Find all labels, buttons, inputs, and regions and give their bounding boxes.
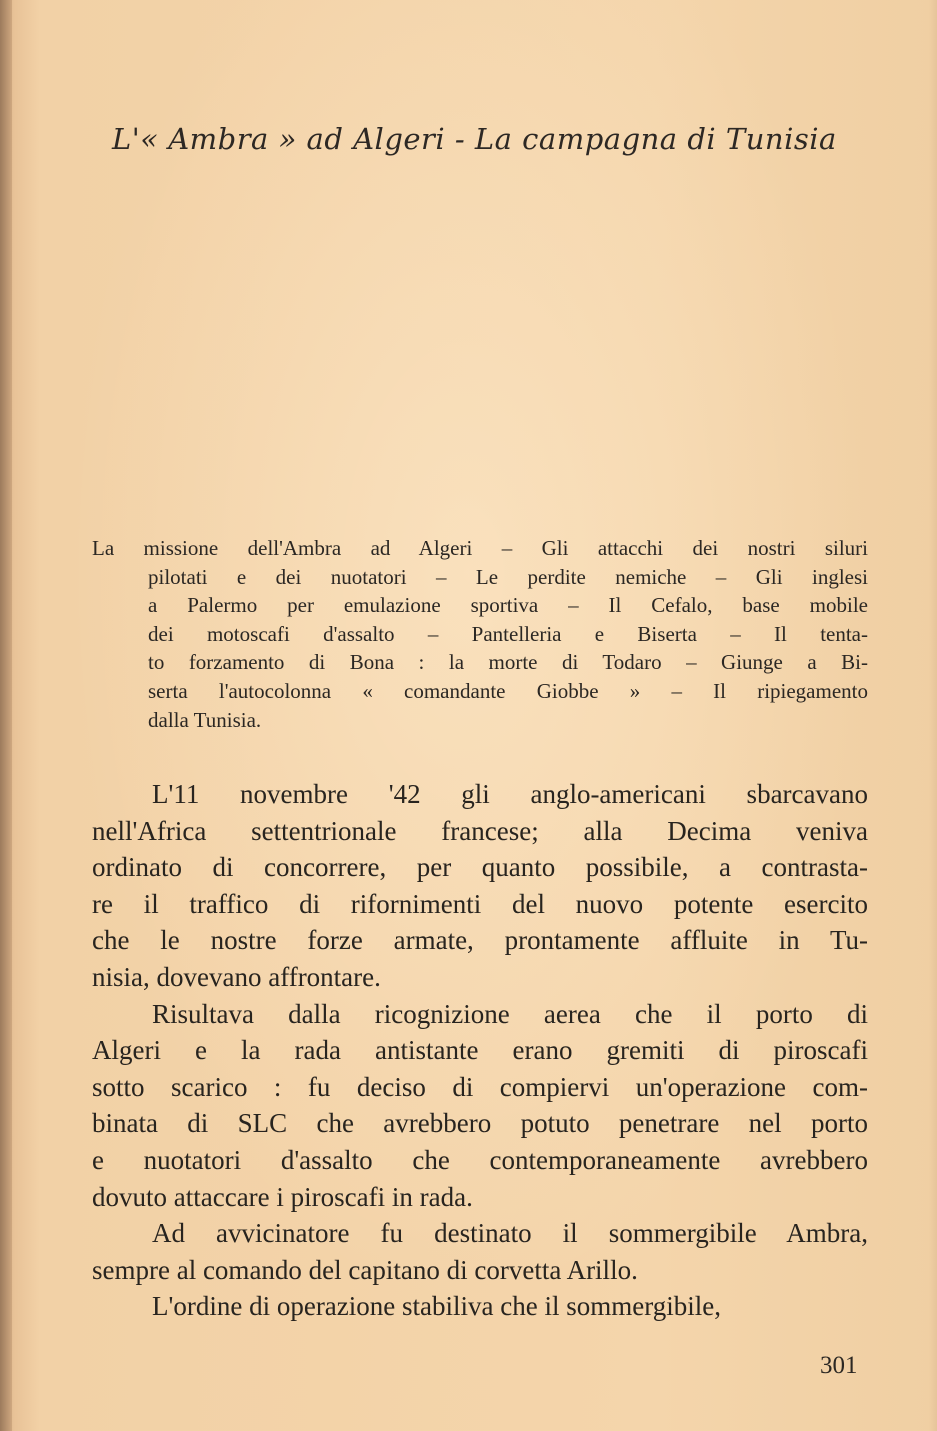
summary-line: serta l'autocolonna « comandante Giobbe » – Il ripiegamento xyxy=(148,678,868,703)
body-line: L'ordine di operazione stabiliva che il sommergibile, xyxy=(152,1291,721,1322)
body-line: binata di SLC che avrebbero potuto penetrare nel porto xyxy=(92,1108,868,1139)
body-line: Algeri e la rada antistante erano gremiti di piroscafi xyxy=(92,1035,868,1066)
body-line: re il traffico di rifornimenti del nuovo potente esercito xyxy=(92,888,868,919)
summary-line: a Palermo per emulazione sportiva – Il Cefalo, base mobile xyxy=(148,593,868,618)
body-line: che le nostre forze armate, prontamente affluite in Tu- xyxy=(92,925,868,956)
body-line: Risultava dalla ricognizione aerea che il porto di xyxy=(152,998,868,1029)
summary-line: La missione dell'Ambra ad Algeri – Gli attacchi dei nostri siluri xyxy=(92,536,868,560)
body-line: sotto scarico : fu deciso di compiervi un'operazione com- xyxy=(92,1071,868,1102)
body-line: ordinato di concorrere, per quanto possibile, a contrasta- xyxy=(92,852,868,883)
body-text xyxy=(92,776,868,1325)
body-line: L'11 novembre '42 gli anglo-americani sbarcavano xyxy=(152,779,868,809)
body-line: dovuto attaccare i piroscafi in rada. xyxy=(92,1181,473,1212)
summary-line: dei motoscafi d'assalto – Pantelleria e Biserta – Il tenta- xyxy=(148,621,868,646)
body-line: Ad avvicinatore fu destinato il sommergibile Ambra, xyxy=(152,1218,868,1249)
body-line: sempre al comando del capitano di corvetta Arillo. xyxy=(92,1254,638,1285)
body-line: nisia, dovevano affrontare. xyxy=(92,961,381,992)
body-line: nell'Africa settentrionale francese; alla Decima veniva xyxy=(92,815,868,846)
summary-line: dalla Tunisia. xyxy=(148,707,262,732)
body-line: e nuotatori d'assalto che contemporaneamente avrebbero xyxy=(92,1144,868,1175)
summary-line: pilotati e dei nuotatori – Le perdite nemiche – Gli inglesi xyxy=(148,564,868,589)
running-head: L'« Ambra » ad Algeri - La campagna di Tunisia xyxy=(112,122,837,156)
summary-line: to forzamento di Bona : la morte di Todaro – Giunge a Bi- xyxy=(148,650,868,675)
page-number: 301 xyxy=(820,1352,858,1379)
chapter-summary xyxy=(92,534,868,734)
